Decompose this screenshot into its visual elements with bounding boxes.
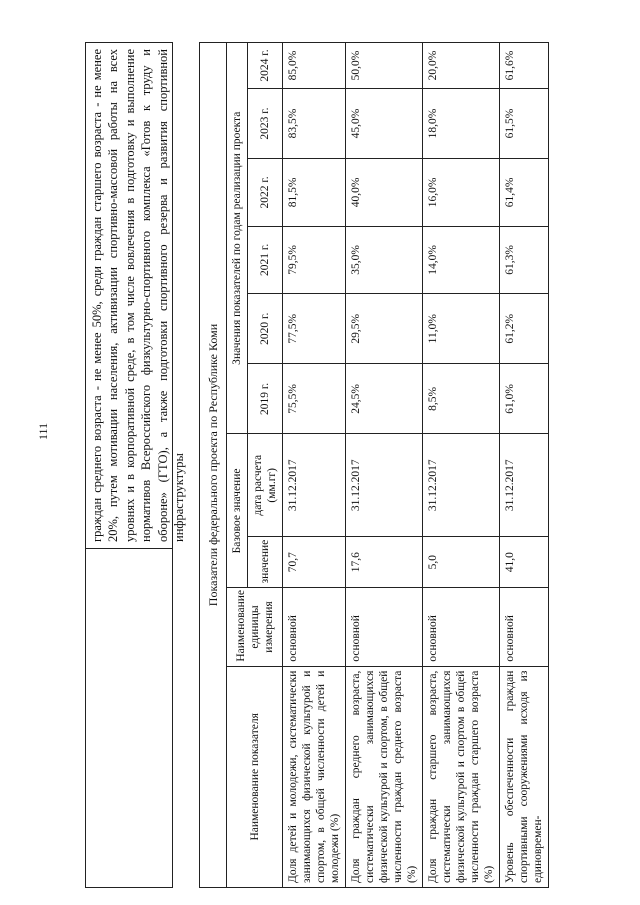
- table-row: [346, 43, 423, 888]
- base-date: 31.12.2017: [423, 434, 500, 537]
- year-value: 18,0%: [423, 88, 500, 158]
- year-value: 29,5%: [346, 294, 423, 364]
- year-value: 16,0%: [423, 159, 500, 226]
- year-value: 83,5%: [283, 88, 346, 158]
- year-value: 61,0%: [500, 364, 549, 434]
- header-year: 2021 г.: [248, 226, 283, 293]
- year-value: 20,0%: [423, 43, 500, 89]
- base-date: 31.12.2017: [283, 434, 346, 537]
- rotated-page-content: [85, 42, 585, 888]
- indicator-name: Доля детей и молодежи, систематически занимающихся физической культурой и спортом, в общей численности детей и молодежи (%): [283, 666, 346, 887]
- header-base: Базовое значение: [227, 434, 248, 588]
- year-value: 11,0%: [423, 294, 500, 364]
- year-value: 79,5%: [283, 226, 346, 293]
- indicator-name: Доля граждан среднего возраста, систематически занимающихся физической культурой и спортом, в общей численности граждан среднего возраста (%): [346, 666, 423, 887]
- year-value: 24,5%: [346, 364, 423, 434]
- indicator-unit: основной: [500, 588, 549, 666]
- header-year: 2022 г.: [248, 159, 283, 226]
- year-value: 75,5%: [283, 364, 346, 434]
- table-row: [500, 43, 549, 888]
- goal-empty-cell: [86, 548, 172, 887]
- base-value: 5,0: [423, 537, 500, 588]
- base-value: 41,0: [500, 537, 549, 588]
- indicator-name: Доля граждан старшего возраста, систематически занимающихся физической культурой и спортом в общей численности граждан старшего возраста (%): [423, 666, 500, 887]
- header-year: 2024 г.: [248, 43, 283, 89]
- goal-text: граждан среднего возраста - не менее 50%, среди граждан старшего возраста - не менее 20%, путем мотивации населения, активизации спортивно-массовой работы на всех уровнях и в корпоративной среде, в том числе вовлечения в подготовку и выполнение нормативов Всероссийского физкультурно-спортивного комплекса «Готов к труду и обороне» (ГТО), а также подготовки спортивного резерва и развития спортивной инфраструктуры: [90, 49, 187, 542]
- year-value: 8,5%: [423, 364, 500, 434]
- header-year: 2023 г.: [248, 88, 283, 158]
- year-value: 14,0%: [423, 226, 500, 293]
- header-base-date: дата расчета (мм.гг): [248, 434, 283, 537]
- year-value: 35,0%: [346, 226, 423, 293]
- year-value: 45,0%: [346, 88, 423, 158]
- header-base-value: значение: [248, 537, 283, 588]
- indicator-unit: основной: [423, 588, 500, 666]
- year-value: 61,6%: [500, 43, 549, 89]
- indicator-unit: основной: [283, 588, 346, 666]
- indicator-name: Уровень обеспеченности граждан спортивными сооружениями исходя из единовремен-: [500, 666, 549, 887]
- indicators-table: [199, 42, 549, 888]
- year-value: 61,3%: [500, 226, 549, 293]
- year-value: 61,2%: [500, 294, 549, 364]
- base-date: 31.12.2017: [500, 434, 549, 537]
- year-value: 77,5%: [283, 294, 346, 364]
- table-row: [423, 43, 500, 888]
- base-date: 31.12.2017: [346, 434, 423, 537]
- page-number: 111: [36, 422, 50, 440]
- header-indicator: Наименование показателя: [227, 666, 283, 887]
- base-value: 70,7: [283, 537, 346, 588]
- header-year: 2019 г.: [248, 364, 283, 434]
- goal-text-block: [85, 42, 187, 888]
- table-row: [283, 43, 346, 888]
- indicator-unit: основной: [346, 588, 423, 666]
- year-value: 81,5%: [283, 159, 346, 226]
- year-value: 85,0%: [283, 43, 346, 89]
- year-value: 61,4%: [500, 159, 549, 226]
- base-value: 17,6: [346, 537, 423, 588]
- header-year: 2020 г.: [248, 294, 283, 364]
- year-value: 40,0%: [346, 159, 423, 226]
- section-title: Показатели федерального проекта по Республике Коми: [200, 43, 227, 888]
- year-value: 61,5%: [500, 88, 549, 158]
- year-value: 50,0%: [346, 43, 423, 89]
- header-unit: Наименование единицы измерения: [227, 588, 283, 666]
- header-years-group: Значения показателей по годам реализации проекта: [227, 43, 248, 435]
